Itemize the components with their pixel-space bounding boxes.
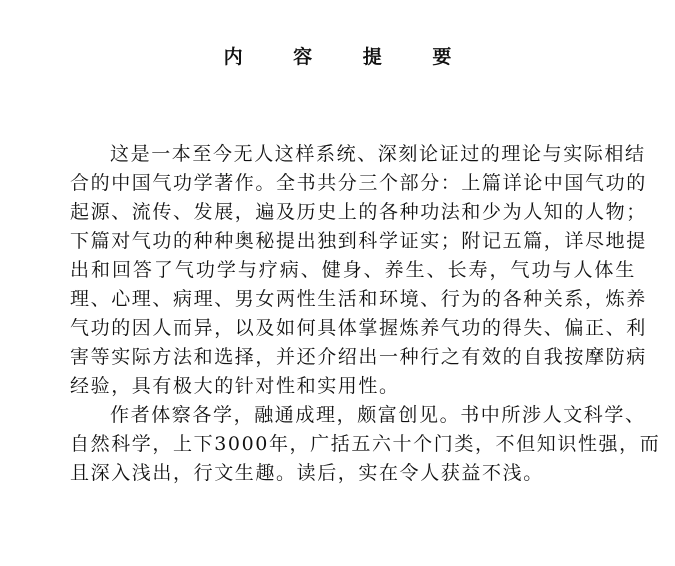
paragraph-1-line-4: 下篇对气功的种种奥秘提出独到科学证实；附记五篇，详尽地提 [70,230,647,252]
paragraph-1-line-5: 出和回答了气功学与疗病、健身、养生、长寿，气功与人体生 [70,259,636,281]
paragraph-2-line-1: 作者体察各学，融通成理，颇富创见。书中所涉人文科学、 [110,404,646,426]
paragraph-2-line-3: 且深入浅出，行文生趣。读后，实在令人获益不浅。 [70,462,544,484]
paragraph-1-line-3: 起源、流传、发展，遍及历史上的各种功法和少为人知的人物； [70,201,647,223]
page-title: 内 容 提 要 [223,46,474,68]
paragraph-1-line-9: 经验，具有极大的针对性和实用性。 [70,375,400,397]
paragraph-1-line-1: 这是一本至今无人这样系统、深刻论证过的理论与实际相结 [110,143,646,165]
summary-body [70,140,661,488]
paragraph-1-line-8: 害等实际方法和选择，并还介绍出一种行之有效的自我按摩防病 [70,346,647,368]
paragraph-1-line-6: 理、心理、病理、男女两性生活和环境、行为的各种关系，炼养 [70,288,647,310]
paragraph-1-line-2: 合的中国气功学著作。全书共分三个部分：上篇详论中国气功的 [70,172,647,194]
paragraph-2-line-2: 自然科学，上下3000年，广括五六十个门类，不但知识性强，而 [70,433,661,455]
paragraph-1-line-7: 气功的因人而异，以及如何具体掌握炼养气功的得失、偏正、利 [70,317,647,339]
